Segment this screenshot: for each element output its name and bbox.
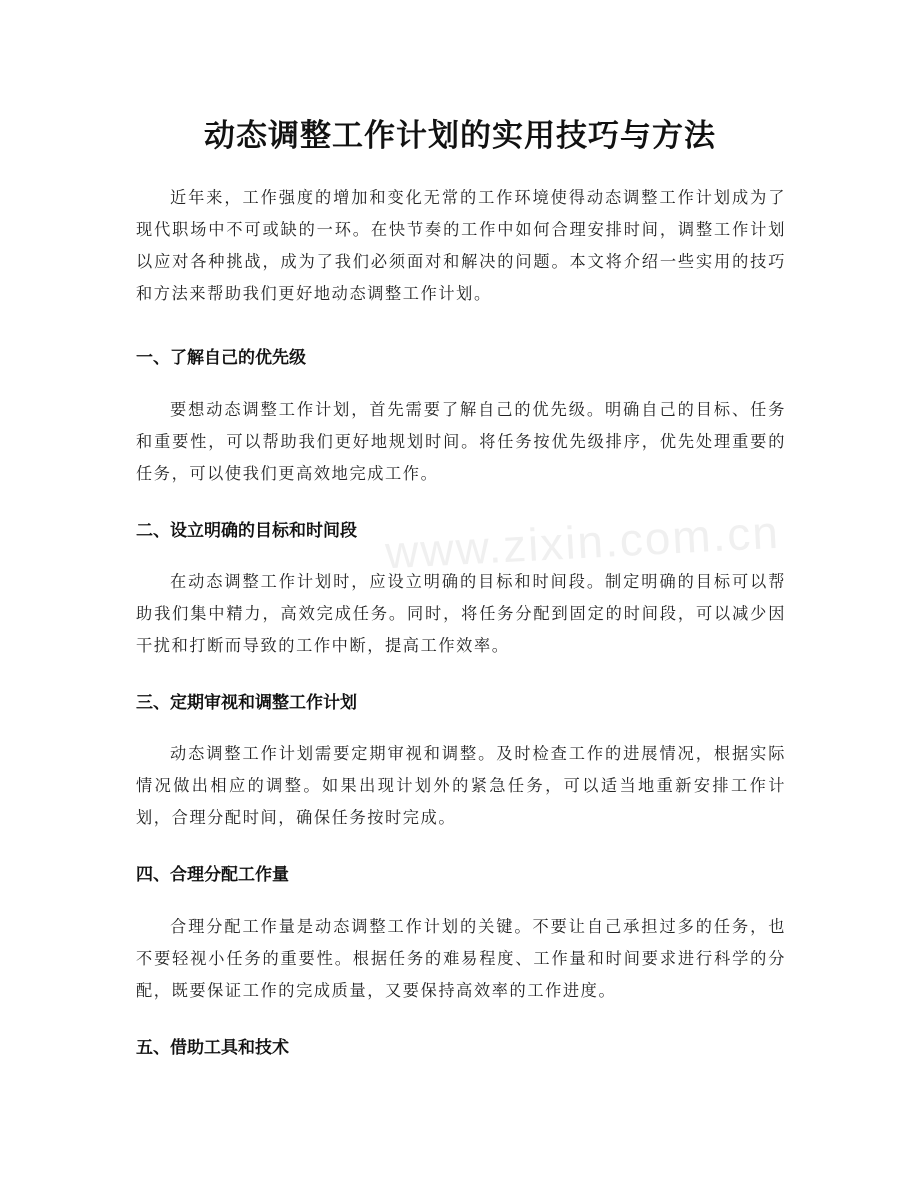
section-body-1: 要想动态调整工作计划，首先需要了解自己的优先级。明确自己的目标、任务和重要性，可以帮助我们更好地规划时间。将任务按优先级排序，优先处理重要的任务，可以使我们更高效地完成工作。 [136, 400, 786, 483]
intro-paragraph: 近年来，工作强度的增加和变化无常的工作环境使得动态调整工作计划成为了现代职场中不可或缺的一环。在快节奏的工作中如何合理安排时间，调整工作计划以应对各种挑战，成为了我们必须面对和解决的问题。本文将介绍一些实用的技巧和方法来帮助我们更好地动态调整工作计划。 [136, 188, 786, 303]
section-heading-1: 一、了解自己的优先级 [136, 348, 306, 368]
section-heading-2: 二、设立明确的目标和时间段 [136, 521, 357, 541]
section-body-4: 合理分配工作量是动态调整工作计划的关键。不要让自己承担过多的任务，也不要轻视小任务的重要性。根据任务的难易程度、工作量和时间要求进行科学的分配，既要保证工作的完成质量，又要保持高效率的工作进度。 [136, 917, 786, 1000]
section-body-3: 动态调整工作计划需要定期审视和调整。及时检查工作的进展情况，根据实际情况做出相应的调整。如果出现计划外的紧急任务，可以适当地重新安排工作计划，合理分配时间，确保任务按时完成。 [136, 744, 786, 827]
watermark: www.zixin.com.cn [383, 505, 782, 579]
section-body-2: 在动态调整工作计划时，应设立明确的目标和时间段。制定明确的目标可以帮助我们集中精力，高效完成任务。同时，将任务分配到固定的时间段，可以减少因干扰和打断而导致的工作中断，提高工作效率。 [136, 572, 786, 655]
section-heading-4: 四、合理分配工作量 [136, 865, 289, 885]
document-title: 动态调整工作计划的实用技巧与方法 [204, 118, 716, 154]
section-heading-5: 五、借助工具和技术 [136, 1038, 289, 1058]
section-heading-3: 三、定期审视和调整工作计划 [136, 693, 357, 713]
